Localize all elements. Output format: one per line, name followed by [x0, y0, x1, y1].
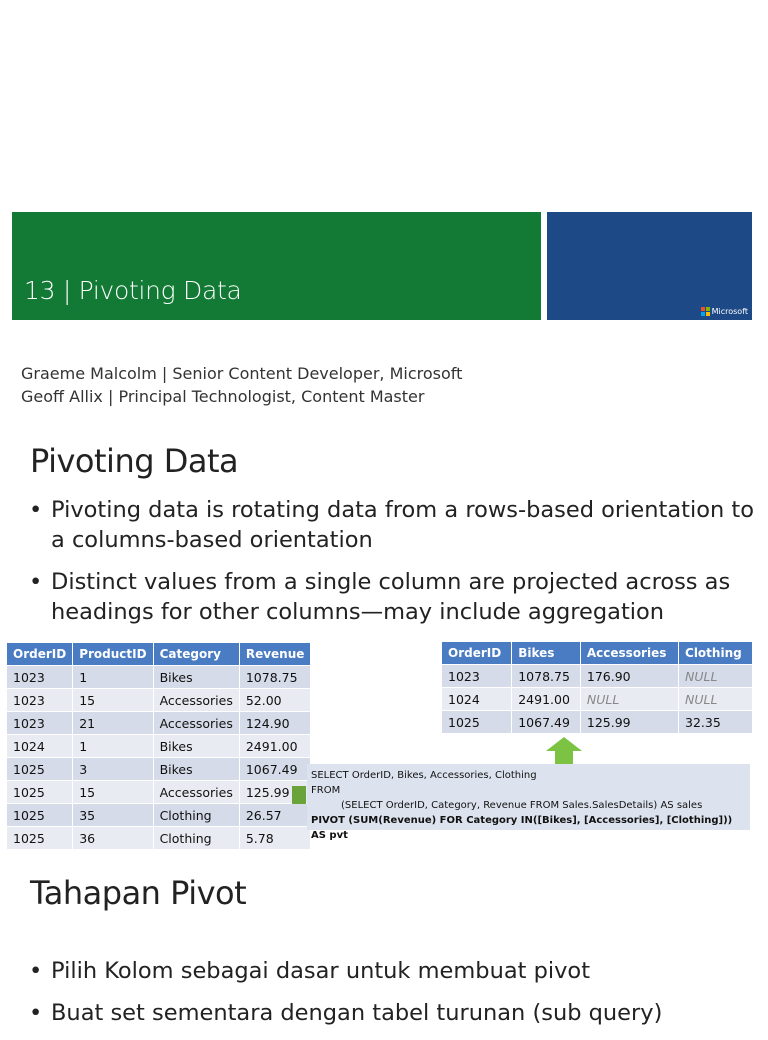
table-cell: Clothing	[153, 827, 239, 850]
up-arrow-icon	[546, 737, 582, 765]
bullet-item: • Distinct values from a single column are projected across as headings for other columns—may include aggregation	[29, 567, 759, 627]
column-header: Accessories	[580, 642, 678, 665]
table-cell: 1	[73, 666, 153, 689]
table-cell: 1023	[7, 712, 73, 735]
table-cell: 1078.75	[512, 665, 581, 688]
table-cell: Bikes	[153, 666, 239, 689]
table-row	[7, 781, 311, 804]
table-cell: 36	[73, 827, 153, 850]
table-cell: Accessories	[153, 781, 239, 804]
table-row	[442, 711, 753, 734]
table-cell: 1	[73, 735, 153, 758]
column-header: OrderID	[7, 643, 73, 666]
table-cell: 35	[73, 804, 153, 827]
table-cell: 125.99	[239, 781, 311, 804]
bullet-item: • Buat set sementara dengan tabel turunan (sub query)	[29, 998, 759, 1028]
table-row	[7, 735, 311, 758]
table-cell: 52.00	[239, 689, 311, 712]
table-cell: Bikes	[153, 735, 239, 758]
table-row	[442, 688, 753, 711]
source-table	[6, 642, 311, 850]
table-cell: 1023	[442, 665, 512, 688]
table-row	[7, 827, 311, 850]
table-cell: 1023	[7, 689, 73, 712]
table-cell: 15	[73, 781, 153, 804]
table-cell: NULL	[679, 665, 753, 688]
bullet-item: • Pivoting data is rotating data from a rows-based orientation to a columns-based orientation	[29, 495, 759, 555]
column-header: Revenue	[239, 643, 311, 666]
query-line: PIVOT (SUM(Revenue) FOR Category IN([Bikes], [Accessories], [Clothing])) AS pvt	[311, 815, 733, 841]
column-header: Clothing	[679, 642, 753, 665]
table-cell: 5.78	[239, 827, 311, 850]
query-line: (SELECT OrderID, Category, Revenue FROM Sales.SalesDetails) AS sales	[341, 800, 703, 811]
table-cell: 1067.49	[239, 758, 311, 781]
column-header: OrderID	[442, 642, 512, 665]
table-header-row	[442, 642, 753, 665]
right-arrow-marker	[292, 786, 306, 804]
table-row	[442, 665, 753, 688]
table-cell: 124.90	[239, 712, 311, 735]
bullet-list	[29, 956, 759, 1040]
bullet-item: • Pilih Kolom sebagai dasar untuk membuat pivot	[29, 956, 759, 986]
table-cell: 1024	[7, 735, 73, 758]
table-cell: 3	[73, 758, 153, 781]
windows-logo-icon	[701, 307, 710, 316]
table-cell: 1025	[7, 781, 73, 804]
table-row	[7, 712, 311, 735]
table-cell: 1025	[7, 758, 73, 781]
table-cell: 15	[73, 689, 153, 712]
brand-name: Microsoft	[711, 307, 748, 316]
author-line: Graeme Malcolm | Senior Content Developer, Microsoft	[21, 364, 463, 383]
table-cell: 1025	[7, 827, 73, 850]
table-cell: 26.57	[239, 804, 311, 827]
title-banner	[12, 212, 541, 320]
microsoft-logo	[701, 307, 748, 316]
table-cell: Clothing	[153, 804, 239, 827]
table-cell: 1023	[7, 666, 73, 689]
authors	[21, 362, 462, 408]
table-row	[7, 666, 311, 689]
column-header: ProductID	[73, 643, 153, 666]
table-cell: NULL	[580, 688, 678, 711]
table-cell: NULL	[679, 688, 753, 711]
table-cell: 1024	[442, 688, 512, 711]
table-cell: 1078.75	[239, 666, 311, 689]
bullet-list	[29, 495, 759, 639]
table-cell: 1025	[7, 804, 73, 827]
author-line: Geoff Allix | Principal Technologist, Content Master	[21, 387, 425, 406]
table-cell: 176.90	[580, 665, 678, 688]
query-line: FROM	[311, 785, 341, 796]
column-header: Bikes	[512, 642, 581, 665]
column-header: Category	[153, 643, 239, 666]
table-cell: 32.35	[679, 711, 753, 734]
table-cell: Accessories	[153, 712, 239, 735]
table-cell: Accessories	[153, 689, 239, 712]
sql-query-box	[307, 764, 750, 841]
table-cell: 2491.00	[512, 688, 581, 711]
table-row	[7, 758, 311, 781]
section-heading: Tahapan Pivot	[30, 874, 247, 912]
table-cell: 125.99	[580, 711, 678, 734]
section-heading: Pivoting Data	[30, 442, 239, 480]
table-cell: 2491.00	[239, 735, 311, 758]
table-cell: Bikes	[153, 758, 239, 781]
query-line: SELECT OrderID, Bikes, Accessories, Clothing	[311, 770, 537, 781]
table-cell: 1067.49	[512, 711, 581, 734]
table-cell: 1025	[442, 711, 512, 734]
table-header-row	[7, 643, 311, 666]
slide-title: 13 | Pivoting Data	[24, 276, 242, 305]
table-row	[7, 689, 311, 712]
pivot-table	[441, 641, 753, 734]
table-row	[7, 804, 311, 827]
brand-banner	[547, 212, 752, 320]
table-cell: 21	[73, 712, 153, 735]
